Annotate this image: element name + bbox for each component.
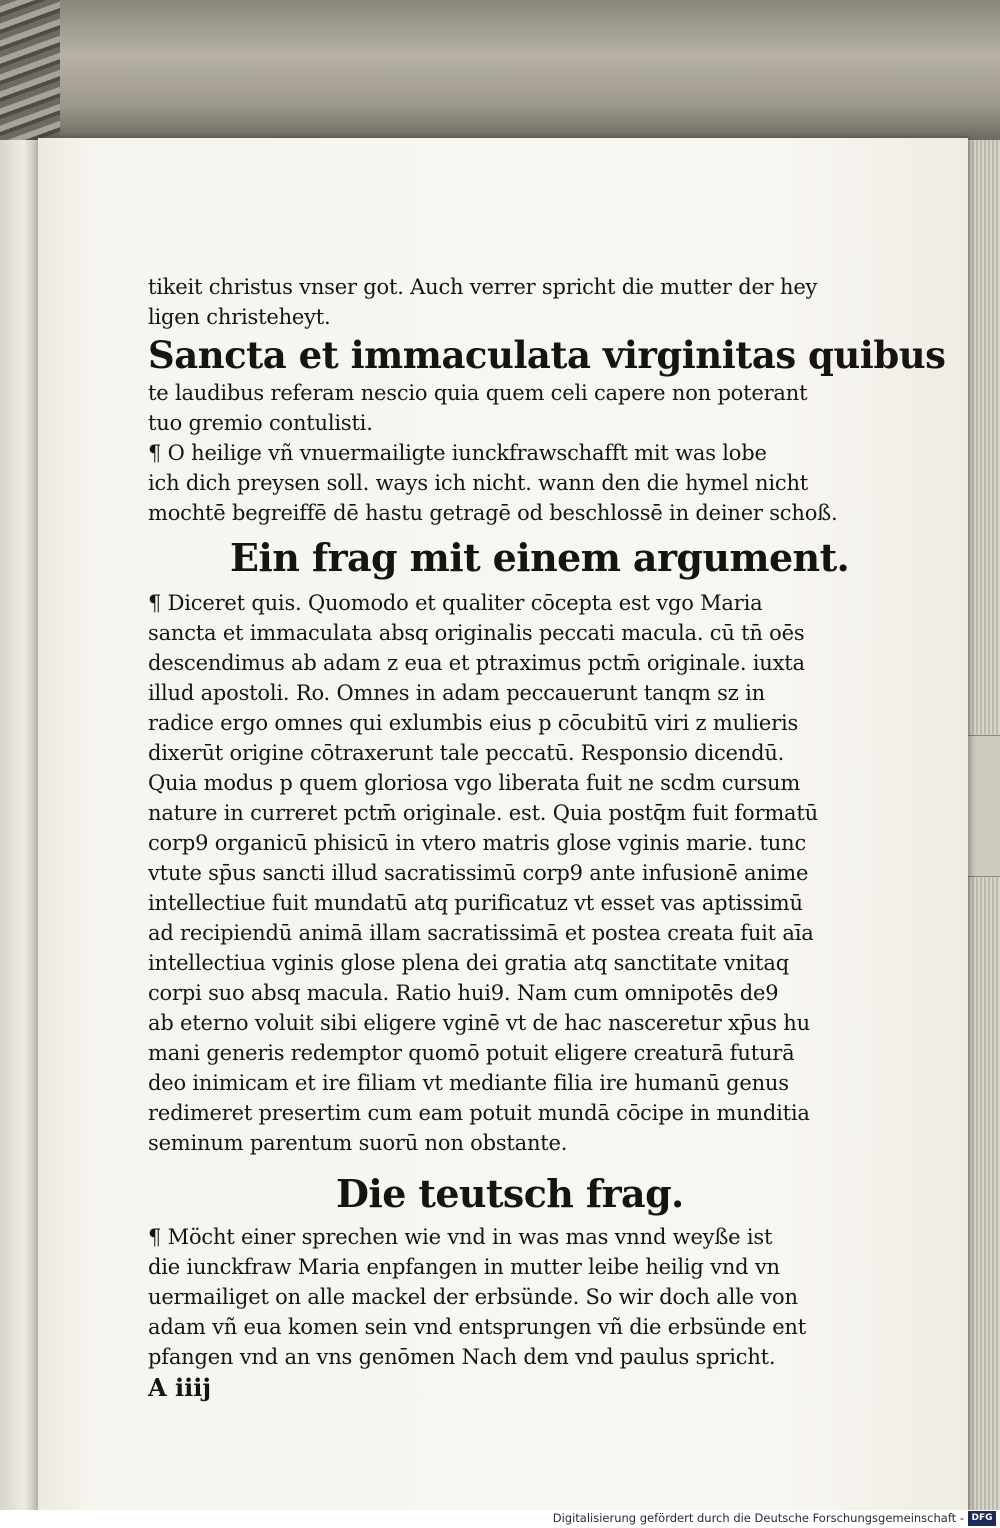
text-line: corp9 organicū phisicū in vtero matris glose vginis marie. tunc (148, 831, 807, 855)
text-line: adam vñ eua komen sein vnd entsprungen vñ die erbsünde ent (148, 1315, 806, 1339)
text-line: sancta et immaculata absq originalis peccati macula. cū tn̄ oēs (148, 621, 805, 645)
section-heading: Die teutsch frag. (336, 1171, 684, 1216)
text-line: radice ergo omnes qui exlumbis eius p cōcubitū viri z mulieris (148, 711, 799, 735)
section-heading: Ein frag mit einem argument. (230, 535, 850, 580)
text-line: uermailiget on alle mackel der erbsünde. So wir doch alle von (148, 1285, 798, 1309)
text-line: te laudibus referam nescio quia quem celi capere non poterant (148, 381, 808, 405)
text-line: ¶ Diceret quis. Quomodo et qualiter cōcepta est vgo Maria (148, 591, 763, 615)
text-line: ligen christeheyt. (148, 305, 331, 329)
text-line: vtute sp̄us sancti illud sacratissimū corp9 ante infusionē anime (148, 861, 809, 885)
text-line: dixerūt origine cōtraxerunt tale peccatū. Responsio dicendū. (148, 741, 785, 765)
text-line: mani generis redemptor quomō potuit eligere creaturā futurā (148, 1041, 795, 1065)
text-line: intellectiua vginis glose plena dei gratia atq sanctitate vnitaq (148, 951, 789, 975)
text-line: die iunckfraw Maria enpfangen in mutter leibe heilig vnd vn (148, 1255, 780, 1279)
text-line: descendimus ab adam z eua et ptraximus pctm̄ originale. iuxta (148, 651, 805, 675)
text-line: nature in curreret pctm̄ originale. est. Quia postq̄m fuit formatū (148, 801, 818, 825)
left-page-edge (0, 140, 40, 1510)
dfg-logo: DFG (968, 1511, 996, 1526)
text-line: mochtē begreiffē dē hastu getragē od beschlossē in deiner schoß. (148, 501, 838, 525)
text-line: pfangen vnd an vns genōmen Nach dem vnd paulus spricht. (148, 1345, 776, 1369)
book-binding (0, 0, 60, 160)
signature-mark: A iiij (148, 1373, 212, 1402)
text-line: ab eterno voluit sibi eligere vginē vt de hac nasceretur xp̄us hu (148, 1011, 810, 1035)
footer-credit: Digitalisierung gefördert durch die Deutsche Forschungsgemeinschaft - (552, 1511, 964, 1525)
book-top-edge (40, 0, 1000, 140)
digitization-footer (0, 1510, 1000, 1528)
text-line: illud apostoli. Ro. Omnes in adam peccauerunt tanqm sz in (148, 681, 765, 705)
text-line: redimeret presertim cum eam potuit mundā cōcipe in munditia (148, 1101, 810, 1125)
text-line: ad recipiendū animā illam sacratissimā et postea creata fuit aīa (148, 921, 814, 945)
text-line: tuo gremio contulisti. (148, 411, 373, 435)
text-line: intellectiue fuit mundatū atq purificatuz vt esset vas aptissimū (148, 891, 803, 915)
text-line: ich dich preysen soll. ways ich nicht. wann den die hymel nicht (148, 471, 809, 495)
text-line: Quia modus p quem gloriosa vgo liberata fuit ne scdm cursum (148, 771, 801, 795)
text-line: ¶ Möcht einer sprechen wie vnd in was mas vnnd weyße ist (148, 1225, 773, 1249)
text-line: ¶ O heilige vñ vnuermailigte iunckfrawschafft mit was lobe (148, 441, 767, 465)
text-line: seminum parentum suorū non obstante. (148, 1131, 568, 1155)
latin-lead-line: Sancta et immaculata virginitas quibus (148, 333, 946, 377)
text-line: deo inimicam et ire filiam vt mediante filia ire humanū genus (148, 1071, 789, 1095)
page-text (148, 272, 946, 1404)
text-line: corpi suo absq macula. Ratio hui9. Nam cum omnipotēs de9 (148, 981, 779, 1005)
text-line: tikeit christus vnser got. Auch verrer spricht die mutter der hey (148, 275, 818, 299)
